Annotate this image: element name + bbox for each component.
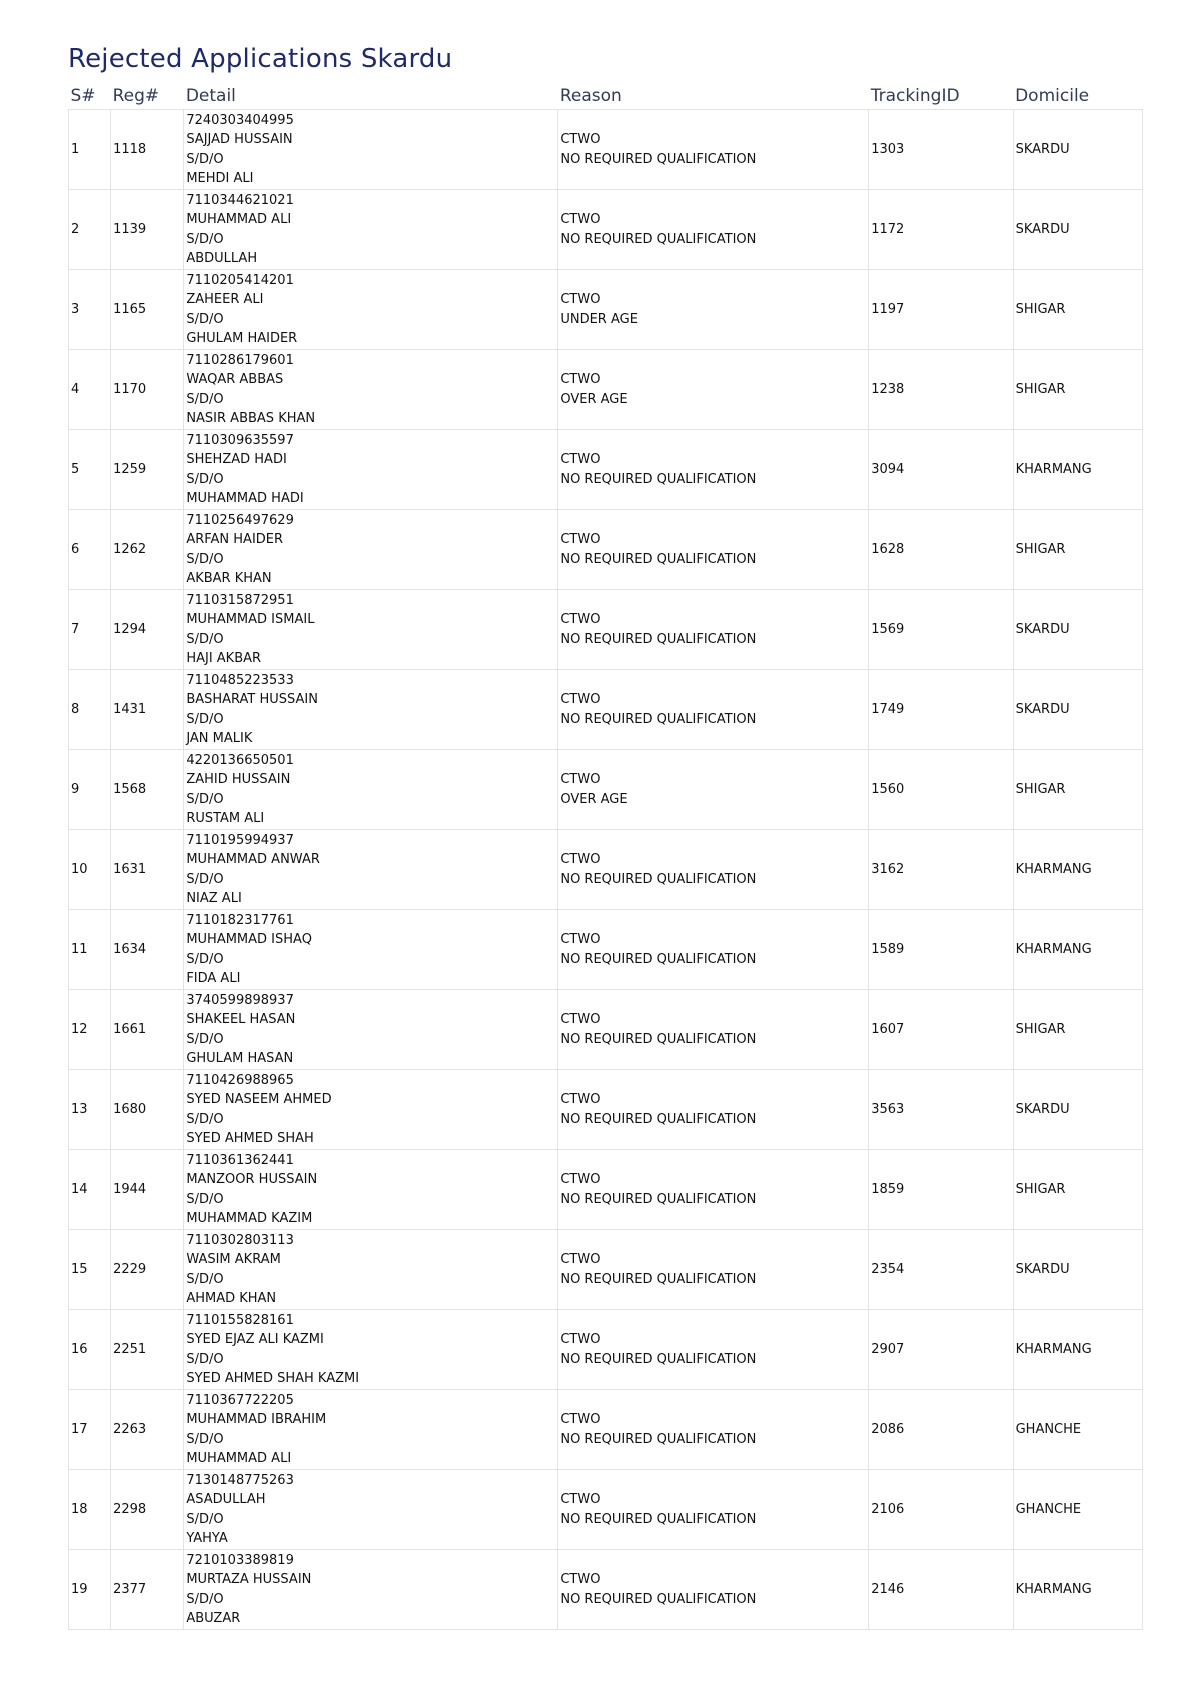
father-name: AHMAD KHAN [186,1291,277,1306]
relation-label: S/D/O [186,1191,224,1207]
table-row [69,750,1143,830]
serial-cell: 7 [69,590,111,670]
table-row [69,190,1143,270]
applicant-name: SYED NASEEM AHMED [186,1092,332,1107]
detail-cell [184,350,558,430]
reason-type: CTWO [560,932,601,947]
cnic-number: 7110195994937 [186,832,294,848]
reason-type: CTWO [560,212,601,227]
table-row [69,990,1143,1070]
reason-cell [558,350,869,430]
cnic-number: 7110256497629 [186,512,294,528]
cnic-number: 7110155828161 [186,1312,294,1328]
reason-cell [558,190,869,270]
reg-cell: 2229 [111,1230,184,1310]
page-title: Rejected Applications Skardu [68,44,453,74]
table-header [69,80,1143,110]
detail-cell [184,1550,558,1630]
domicile-cell: KHARMANG [1013,430,1142,510]
reason-text: OVER AGE [560,791,628,807]
reason-text: NO REQUIRED QUALIFICATION [560,1511,757,1527]
applicant-name: BASHARAT HUSSAIN [186,692,318,707]
reason-cell [558,670,869,750]
table-row [69,110,1143,190]
relation-label: S/D/O [186,1031,224,1047]
applicant-name: WAQAR ABBAS [186,372,284,387]
tracking-id-cell: 1560 [869,750,1013,830]
table-body [69,110,1143,1630]
reg-cell: 2377 [111,1550,184,1630]
serial-cell: 11 [69,910,111,990]
serial-cell: 6 [69,510,111,590]
detail-cell [184,1390,558,1470]
father-name: GHULAM HASAN [186,1051,294,1066]
domicile-cell: GHANCHE [1013,1390,1142,1470]
reg-cell: 2298 [111,1470,184,1550]
reason-text: NO REQUIRED QUALIFICATION [560,1351,757,1367]
reason-type: CTWO [560,772,601,787]
cnic-number: 7240303404995 [186,112,294,128]
reason-type: CTWO [560,372,601,387]
serial-cell: 10 [69,830,111,910]
detail-cell [184,430,558,510]
detail-cell [184,910,558,990]
column-header-serial: S# [70,85,96,106]
reason-cell [558,990,869,1070]
reg-cell: 1262 [111,510,184,590]
table-row [69,350,1143,430]
reason-cell [558,110,869,190]
applicant-name: ARFAN HAIDER [186,532,284,547]
father-name: NASIR ABBAS KHAN [186,411,316,426]
applicant-name: MANZOOR HUSSAIN [186,1172,318,1187]
reason-text: NO REQUIRED QUALIFICATION [560,151,757,167]
reason-cell [558,1550,869,1630]
applicant-name: MUHAMMAD IBRAHIM [186,1412,327,1427]
reason-text: NO REQUIRED QUALIFICATION [560,711,757,727]
tracking-id-cell: 1749 [869,670,1013,750]
tracking-id-cell: 3094 [869,430,1013,510]
domicile-cell: SKARDU [1013,590,1142,670]
father-name: HAJI AKBAR [186,651,262,666]
domicile-cell: SHIGAR [1013,990,1142,1070]
tracking-id-cell: 1172 [869,190,1013,270]
tracking-id-cell: 1238 [869,350,1013,430]
father-name: ABDULLAH [186,251,258,266]
tracking-id-cell: 1607 [869,990,1013,1070]
relation-label: S/D/O [186,951,224,967]
reg-cell: 1661 [111,990,184,1070]
detail-cell [184,750,558,830]
reason-type: CTWO [560,1412,601,1427]
applicant-name: ASADULLAH [186,1492,266,1507]
reg-cell: 1634 [111,910,184,990]
reg-cell: 1568 [111,750,184,830]
domicile-cell: SHIGAR [1013,510,1142,590]
reason-type: CTWO [560,1092,601,1107]
tracking-id-cell: 1197 [869,270,1013,350]
relation-label: S/D/O [186,791,224,807]
reg-cell: 1259 [111,430,184,510]
detail-cell [184,270,558,350]
table-row [69,1070,1143,1150]
relation-label: S/D/O [186,1591,224,1607]
relation-label: S/D/O [186,631,224,647]
table-row [69,1550,1143,1630]
cnic-number: 7210103389819 [186,1552,294,1568]
reason-cell [558,1310,869,1390]
reg-cell: 1294 [111,590,184,670]
reg-cell: 1165 [111,270,184,350]
reason-cell [558,590,869,670]
reason-text: NO REQUIRED QUALIFICATION [560,1031,757,1047]
reason-type: CTWO [560,1492,601,1507]
reason-text: NO REQUIRED QUALIFICATION [560,1431,757,1447]
serial-cell: 19 [69,1550,111,1630]
column-header-detail: Detail [185,85,236,106]
detail-cell [184,590,558,670]
serial-cell: 18 [69,1470,111,1550]
relation-label: S/D/O [186,1111,224,1127]
relation-label: S/D/O [186,871,224,887]
reason-type: CTWO [560,1572,601,1587]
applicant-name: WASIM AKRAM [186,1252,281,1267]
reason-cell [558,1150,869,1230]
table-row [69,270,1143,350]
cnic-number: 7110361362441 [186,1152,294,1168]
tracking-id-cell: 1589 [869,910,1013,990]
reason-type: CTWO [560,1252,601,1267]
table-row [69,1150,1143,1230]
table-row [69,510,1143,590]
domicile-cell: KHARMANG [1013,910,1142,990]
table-row [69,1310,1143,1390]
detail-cell [184,1070,558,1150]
table-row [69,590,1143,670]
cnic-number: 7110344621021 [186,192,294,208]
serial-cell: 15 [69,1230,111,1310]
reason-type: CTWO [560,1332,601,1347]
cnic-number: 7110367722205 [186,1392,294,1408]
reason-text: NO REQUIRED QUALIFICATION [560,471,757,487]
reason-text: NO REQUIRED QUALIFICATION [560,551,757,567]
domicile-cell: SHIGAR [1013,1150,1142,1230]
reason-type: CTWO [560,1172,601,1187]
cnic-number: 7110315872951 [186,592,294,608]
column-header-reason: Reason [559,85,622,106]
domicile-cell: SHIGAR [1013,750,1142,830]
domicile-cell: SKARDU [1013,1070,1142,1150]
applicant-name: SHEHZAD HADI [186,452,287,467]
domicile-cell: SHIGAR [1013,350,1142,430]
cnic-number: 7110309635597 [186,432,294,448]
domicile-cell: SHIGAR [1013,270,1142,350]
reason-cell [558,1230,869,1310]
reason-text: OVER AGE [560,391,628,407]
reason-type: CTWO [560,692,601,707]
table-row [69,910,1143,990]
reg-cell: 1118 [111,110,184,190]
relation-label: S/D/O [186,1511,224,1527]
applicant-name: MUHAMMAD ALI [186,212,292,227]
applicant-name: MUHAMMAD ANWAR [186,852,320,867]
relation-label: S/D/O [186,311,224,327]
tracking-id-cell: 3563 [869,1070,1013,1150]
serial-cell: 1 [69,110,111,190]
reason-cell [558,910,869,990]
serial-cell: 17 [69,1390,111,1470]
father-name: YAHYA [186,1531,228,1546]
serial-cell: 14 [69,1150,111,1230]
reason-type: CTWO [560,532,601,547]
reg-cell: 1631 [111,830,184,910]
column-header-reg: Reg# [112,85,160,106]
detail-cell [184,830,558,910]
column-header-domicile: Domicile [1015,85,1090,106]
domicile-cell: SKARDU [1013,190,1142,270]
domicile-cell: KHARMANG [1013,1310,1142,1390]
relation-label: S/D/O [186,551,224,567]
table-row [69,1470,1143,1550]
domicile-cell: KHARMANG [1013,830,1142,910]
reason-cell [558,1470,869,1550]
father-name: SYED AHMED SHAH [186,1131,314,1146]
reg-cell: 1680 [111,1070,184,1150]
reason-type: CTWO [560,1012,601,1027]
father-name: MUHAMMAD ALI [186,1451,292,1466]
father-name: AKBAR KHAN [186,571,272,586]
father-name: ABUZAR [186,1611,241,1626]
applicant-name: MUHAMMAD ISHAQ [186,932,312,947]
reason-type: CTWO [560,452,601,467]
applicant-name: MURTAZA HUSSAIN [186,1572,312,1587]
reason-text: NO REQUIRED QUALIFICATION [560,231,757,247]
cnic-number: 7110426988965 [186,1072,294,1088]
reason-type: CTWO [560,852,601,867]
applicant-name: MUHAMMAD ISMAIL [186,612,315,627]
father-name: GHULAM HAIDER [186,331,298,346]
reason-text: NO REQUIRED QUALIFICATION [560,631,757,647]
father-name: MEHDI ALI [186,171,254,186]
tracking-id-cell: 1628 [869,510,1013,590]
applicant-name: SHAKEEL HASAN [186,1012,296,1027]
relation-label: S/D/O [186,1431,224,1447]
reason-type: CTWO [560,612,601,627]
table-row [69,1230,1143,1310]
detail-cell [184,1470,558,1550]
detail-cell [184,670,558,750]
reason-cell [558,430,869,510]
serial-cell: 16 [69,1310,111,1390]
reason-text: NO REQUIRED QUALIFICATION [560,951,757,967]
serial-cell: 8 [69,670,111,750]
serial-cell: 2 [69,190,111,270]
detail-cell [184,510,558,590]
tracking-id-cell: 2146 [869,1550,1013,1630]
father-name: RUSTAM ALI [186,811,265,826]
cnic-number: 7110205414201 [186,272,294,288]
domicile-cell: KHARMANG [1013,1550,1142,1630]
table-row [69,670,1143,750]
relation-label: S/D/O [186,711,224,727]
table-row [69,430,1143,510]
relation-label: S/D/O [186,471,224,487]
reason-cell [558,750,869,830]
reason-type: CTWO [560,292,601,307]
cnic-number: 7110182317761 [186,912,294,928]
detail-cell [184,1310,558,1390]
reason-cell [558,510,869,590]
cnic-number: 7110485223533 [186,672,294,688]
serial-cell: 9 [69,750,111,830]
cnic-number: 7130148775263 [186,1472,294,1488]
detail-cell [184,1150,558,1230]
column-header-tracking-id: TrackingID [870,85,960,106]
applicant-name: SYED EJAZ ALI KAZMI [186,1332,324,1347]
reason-text: NO REQUIRED QUALIFICATION [560,1271,757,1287]
table-row [69,830,1143,910]
reg-cell: 1139 [111,190,184,270]
domicile-cell: SKARDU [1013,670,1142,750]
father-name: NIAZ ALI [186,891,242,906]
relation-label: S/D/O [186,151,224,167]
cnic-number: 3740599898937 [186,992,294,1008]
applicant-name: ZAHEER ALI [186,292,264,307]
header-row [69,80,1143,110]
reason-cell [558,1390,869,1470]
reason-cell [558,830,869,910]
relation-label: S/D/O [186,1351,224,1367]
tracking-id-cell: 3162 [869,830,1013,910]
tracking-id-cell: 1303 [869,110,1013,190]
father-name: FIDA ALI [186,971,241,986]
table-row [69,1390,1143,1470]
serial-cell: 3 [69,270,111,350]
tracking-id-cell: 1859 [869,1150,1013,1230]
rejected-applications-table [68,80,1143,1630]
applicant-name: SAJJAD HUSSAIN [186,132,293,147]
reason-text: NO REQUIRED QUALIFICATION [560,871,757,887]
cnic-number: 7110302803113 [186,1232,294,1248]
tracking-id-cell: 2086 [869,1390,1013,1470]
applicant-name: ZAHID HUSSAIN [186,772,291,787]
serial-cell: 12 [69,990,111,1070]
relation-label: S/D/O [186,1271,224,1287]
father-name: MUHAMMAD KAZIM [186,1211,313,1226]
father-name: MUHAMMAD HADI [186,491,304,506]
reason-type: CTWO [560,132,601,147]
reason-text: UNDER AGE [560,311,638,327]
tracking-id-cell: 2907 [869,1310,1013,1390]
father-name: JAN MALIK [186,731,253,746]
domicile-cell: SKARDU [1013,110,1142,190]
tracking-id-cell: 2354 [869,1230,1013,1310]
detail-cell [184,110,558,190]
detail-cell [184,1230,558,1310]
tracking-id-cell: 2106 [869,1470,1013,1550]
cnic-number: 7110286179601 [186,352,294,368]
reason-cell [558,1070,869,1150]
reg-cell: 2263 [111,1390,184,1470]
reg-cell: 2251 [111,1310,184,1390]
relation-label: S/D/O [186,391,224,407]
domicile-cell: GHANCHE [1013,1470,1142,1550]
tracking-id-cell: 1569 [869,590,1013,670]
reason-cell [558,270,869,350]
reason-text: NO REQUIRED QUALIFICATION [560,1111,757,1127]
serial-cell: 13 [69,1070,111,1150]
detail-cell [184,990,558,1070]
serial-cell: 4 [69,350,111,430]
reg-cell: 1944 [111,1150,184,1230]
reason-text: NO REQUIRED QUALIFICATION [560,1191,757,1207]
reg-cell: 1431 [111,670,184,750]
father-name: SYED AHMED SHAH KAZMI [186,1371,360,1386]
domicile-cell: SKARDU [1013,1230,1142,1310]
cnic-number: 4220136650501 [186,752,294,768]
reg-cell: 1170 [111,350,184,430]
detail-cell [184,190,558,270]
reason-text: NO REQUIRED QUALIFICATION [560,1591,757,1607]
serial-cell: 5 [69,430,111,510]
relation-label: S/D/O [186,231,224,247]
